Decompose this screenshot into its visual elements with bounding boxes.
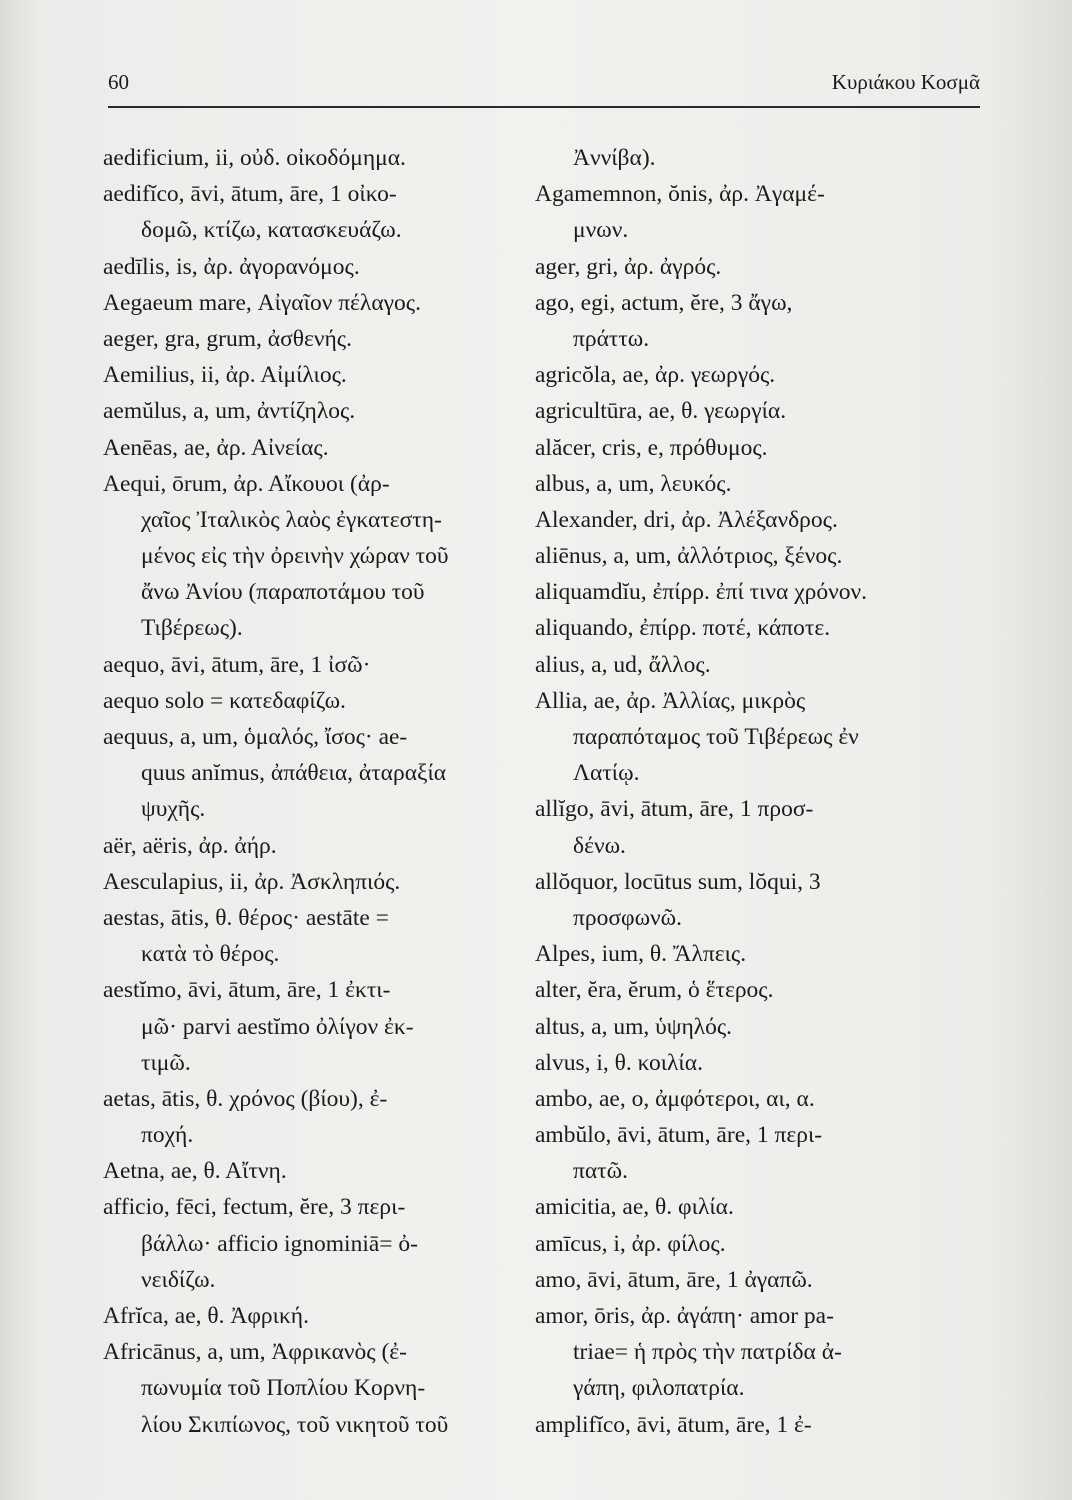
dictionary-line: γάπη, φιλοπατρία. bbox=[573, 1375, 745, 1402]
dictionary-line: πατῶ. bbox=[573, 1158, 628, 1185]
dictionary-line: παραπόταμος τοῦ Τιβέρεως ἐν bbox=[573, 724, 859, 750]
dictionary-line: allŏquor, locūtus sum, lŏqui, 3 bbox=[535, 868, 821, 895]
dictionary-line: Aegaeum mare, Αἰγαῖον πέλαγος. bbox=[103, 289, 421, 316]
dictionary-line: πωνυμία τοῦ Ποπλίου Κορνη- bbox=[141, 1375, 426, 1402]
dictionary-line: Alpes, ium, θ. Ἄλπεις. bbox=[535, 941, 747, 968]
dictionary-line: aliēnus, a, um, ἀλλότριος, ξένος. bbox=[535, 543, 843, 570]
dictionary-line: aemŭlus, a, um, ἀντίζηλος. bbox=[103, 398, 356, 425]
dictionary-line: alăcer, cris, e, πρόθυμος. bbox=[535, 434, 768, 461]
dictionary-line: aliquando, ἐπίρρ. ποτέ, κάποτε. bbox=[535, 615, 831, 642]
dictionary-line: alius, a, ud, ἄλλος. bbox=[535, 651, 711, 678]
dictionary-line: κατὰ τὸ θέρος. bbox=[141, 941, 280, 968]
dictionary-line: δομῶ, κτίζω, κατασκευάζω. bbox=[141, 217, 402, 244]
dictionary-line: μνων. bbox=[573, 217, 629, 244]
dictionary-line: aestĭmo, āvi, ātum, āre, 1 ἐκτι- bbox=[103, 977, 391, 1004]
dictionary-line: amicitia, ae, θ. φιλία. bbox=[535, 1194, 734, 1221]
dictionary-line: ἄνω Ἀνίου (παραποτάμου τοῦ bbox=[141, 579, 425, 606]
dictionary-line: Aetna, ae, θ. Αἴτνη. bbox=[103, 1158, 287, 1185]
dictionary-line: quus anĭmus, ἀπάθεια, ἀταραξία bbox=[141, 760, 447, 787]
dictionary-line: alter, ĕra, ĕrum, ὁ ἕτερος. bbox=[535, 977, 774, 1004]
dictionary-line: Ἀννίβα). bbox=[573, 145, 656, 171]
left-column bbox=[103, 140, 523, 1443]
dictionary-line: amo, āvi, ātum, āre, 1 ἀγαπῶ. bbox=[535, 1266, 813, 1293]
dictionary-line: aequus, a, um, ὁμαλός, ἴσος· ae- bbox=[103, 724, 408, 750]
dictionary-line: λίου Σκιπίωνος, τοῦ νικητοῦ τοῦ bbox=[141, 1411, 449, 1438]
dictionary-line: μῶ· parvi aestĭmo ὀλίγον ἐκ- bbox=[141, 1013, 414, 1040]
dictionary-line: aliquamdĭu, ἐπίρρ. ἐπί τινα χρόνον. bbox=[535, 579, 868, 606]
dictionary-line: Aemilius, ii, ἀρ. Αἰμίλιος. bbox=[103, 362, 347, 389]
dictionary-line: ago, egi, actum, ĕre, 3 ἄγω, bbox=[535, 289, 793, 316]
dictionary-line: aestas, ātis, θ. θέρος· aestāte = bbox=[103, 904, 389, 931]
dictionary-line: afficio, fēci, fectum, ĕre, 3 περι- bbox=[103, 1194, 406, 1221]
dictionary-line: agricultūra, ae, θ. γεωργία. bbox=[535, 398, 787, 425]
dictionary-line: agricŏla, ae, ἀρ. γεωργός. bbox=[535, 362, 776, 389]
dictionary-line: Aenēas, ae, ἀρ. Αἰνείας. bbox=[103, 434, 329, 461]
dictionary-line: aequo solo = κατεδαφίζω. bbox=[103, 687, 346, 714]
dictionary-line: ψυχῆς. bbox=[141, 796, 206, 823]
dictionary-line: μένος εἰς τὴν ὀρεινὴν χώραν τοῦ bbox=[141, 543, 449, 570]
dictionary-line: προσφωνῶ. bbox=[573, 904, 683, 931]
dictionary-line: χαῖος Ἰταλικὸς λαὸς ἐγκατεστη- bbox=[141, 506, 442, 533]
dictionary-line: amor, ōris, ἀρ. ἀγάπη· amor pa- bbox=[535, 1303, 834, 1329]
dictionary-line: Afrĭca, ae, θ. Ἀφρική. bbox=[103, 1303, 309, 1329]
dictionary-line: Agamemnon, ŏnis, ἀρ. Ἀγαμέ- bbox=[535, 181, 825, 208]
dictionary-line: amīcus, i, ἀρ. φίλος. bbox=[535, 1230, 726, 1257]
dictionary-line: Τιβέρεως). bbox=[141, 615, 243, 642]
dictionary-line: aedificium, ii, οὐδ. οἰκοδόμημα. bbox=[103, 145, 406, 171]
dictionary-line: aequo, āvi, ātum, āre, 1 ἰσῶ· bbox=[103, 651, 371, 678]
dictionary-line: ager, gri, ἀρ. ἀγρός. bbox=[535, 253, 722, 280]
right-column bbox=[535, 140, 975, 1443]
dictionary-line: aeger, gra, grum, ἀσθενής. bbox=[103, 325, 352, 352]
dictionary-line: ambŭlo, āvi, ātum, āre, 1 περι- bbox=[535, 1122, 823, 1149]
dictionary-line: aër, aëris, ἀρ. ἀήρ. bbox=[103, 832, 277, 859]
dictionary-line: Africānus, a, um, Ἀφρικανὸς (ἐ- bbox=[103, 1339, 407, 1366]
dictionary-line: ποχή. bbox=[141, 1122, 194, 1149]
dictionary-line: altus, a, um, ὑψηλός. bbox=[535, 1013, 733, 1040]
dictionary-line: Aesculapius, ii, ἀρ. Ἀσκληπιός. bbox=[103, 868, 401, 895]
dictionary-line: albus, a, um, λευκός. bbox=[535, 470, 732, 497]
dictionary-line: ambo, ae, o, ἀμφότεροι, αι, α. bbox=[535, 1085, 815, 1112]
dictionary-line: allĭgo, āvi, ātum, āre, 1 προσ- bbox=[535, 796, 814, 823]
running-title: Κυριάκου Κοσμᾶ bbox=[831, 70, 980, 94]
page-number: 60 bbox=[108, 70, 129, 94]
dictionary-line: νειδίζω. bbox=[141, 1266, 216, 1293]
dictionary-line: aetas, ātis, θ. χρόνος (βίου), ἐ- bbox=[103, 1085, 388, 1112]
dictionary-line: Λατίῳ. bbox=[573, 760, 640, 787]
dictionary-line: aedifĭco, āvi, ātum, āre, 1 οἰκο- bbox=[103, 181, 397, 208]
page-header bbox=[108, 70, 980, 108]
dictionary-line: πράττω. bbox=[573, 325, 650, 352]
dictionary-line: alvus, i, θ. κοιλία. bbox=[535, 1049, 703, 1076]
dictionary-line: amplifĭco, āvi, ātum, āre, 1 ἐ- bbox=[535, 1411, 812, 1438]
dictionary-line: triae= ἡ πρὸς τὴν πατρίδα ἀ- bbox=[573, 1339, 842, 1366]
dictionary-line: βάλλω· afficio ignominiā= ὀ- bbox=[141, 1230, 418, 1257]
dictionary-line: Aequi, ōrum, ἀρ. Αἴκουοι (ἀρ- bbox=[103, 470, 390, 497]
dictionary-line: Alexander, dri, ἀρ. Ἀλέξανδρος. bbox=[535, 506, 838, 533]
dictionary-line: τιμῶ. bbox=[141, 1049, 191, 1076]
dictionary-line: Allia, ae, ἀρ. Ἀλλίας, μικρὸς bbox=[535, 687, 806, 714]
dictionary-line: δένω. bbox=[573, 832, 626, 859]
dictionary-line: aedīlis, is, ἀρ. ἀγορανόμος. bbox=[103, 253, 360, 280]
